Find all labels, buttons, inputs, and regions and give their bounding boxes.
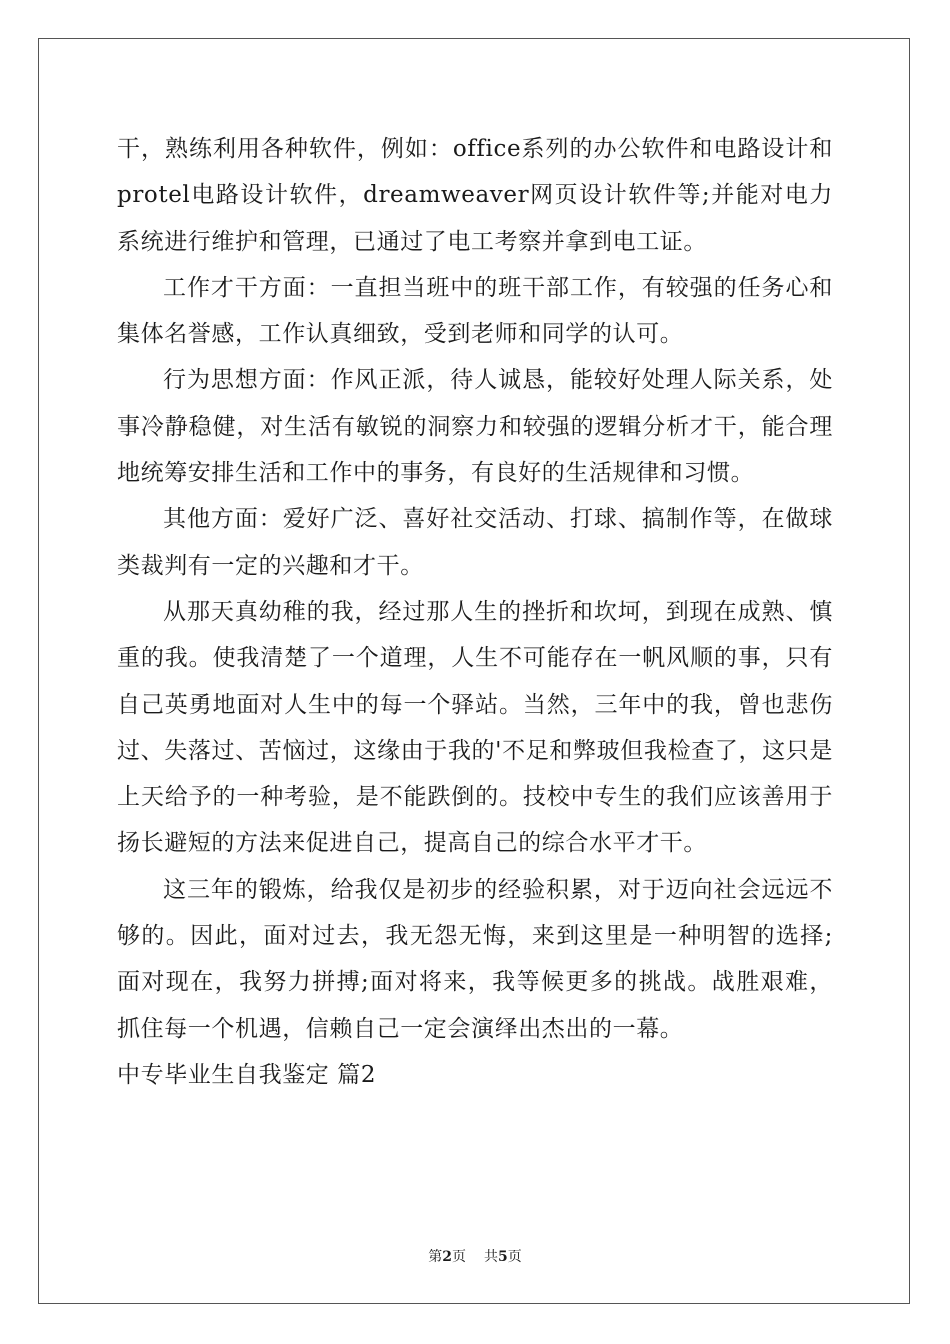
total-suffix: 页	[507, 1249, 522, 1265]
total-prefix: 共	[484, 1249, 498, 1265]
paragraph-other-aspects: 其他方面：爱好广泛、喜好社交活动、打球、搞制作等，在做球类裁判有一定的兴趣和才干。	[117, 506, 833, 579]
paragraph-conclusion: 这三年的锻炼，给我仅是初步的经验积累，对于迈向社会远远不够的。因此，面对过去，我无怨无悔，来到这里是一种明智的选择;面对现在，我努力拼搏;面对将来，我等候更多的挑战。战胜艰难，抓住每一个机遇，信赖自己一定会演绎出杰出的一幕。	[117, 876, 833, 1042]
paragraph-skills-continued: 干，熟练利用各种软件，例如：office系列的办公软件和电路设计和protel电路设计软件，dreamweaver网页设计软件等;并能对电力系统进行维护和管理，已通过了电工考察并拿到电工证。	[117, 136, 833, 255]
paragraph-growth: 从那天真幼稚的我，经过那人生的挫折和坎坷，到现在成熟、慎重的我。使我清楚了一个道理，人生不可能存在一帆风顺的事，只有自己英勇地面对人生中的每一个驿站。当然，三年中的我，曾也悲伤过、失落过、苦恼过，这缘由于我的'不足和弊玻但我检查了，这只是上天给予的一种考验，是不能跌倒的。技校中专生的我们应该善用于扬长避短的方法来促进自己，提高自己的综合水平才干。	[117, 598, 833, 857]
page-current: 2	[442, 1249, 452, 1265]
document-body	[117, 126, 833, 1098]
page-total: 5	[498, 1249, 508, 1265]
paragraph-work-ability: 工作才干方面：一直担当班中的班干部工作，有较强的任务心和集体名誉感，工作认真细致，受到老师和同学的认可。	[117, 274, 833, 348]
paragraph-conduct: 行为思想方面：作风正派，待人诚恳，能较好处理人际关系，处事冷静稳健，对生活有敏锐的洞察力和较强的逻辑分析才干，能合理地统筹安排生活和工作中的事务，有良好的生活规律和习惯。	[117, 367, 833, 487]
section-title: 中专毕业生自我鉴定 篇2	[117, 1061, 377, 1088]
page-footer	[0, 1248, 950, 1266]
page-prefix: 第	[428, 1249, 443, 1265]
page-suffix: 页	[452, 1249, 466, 1265]
